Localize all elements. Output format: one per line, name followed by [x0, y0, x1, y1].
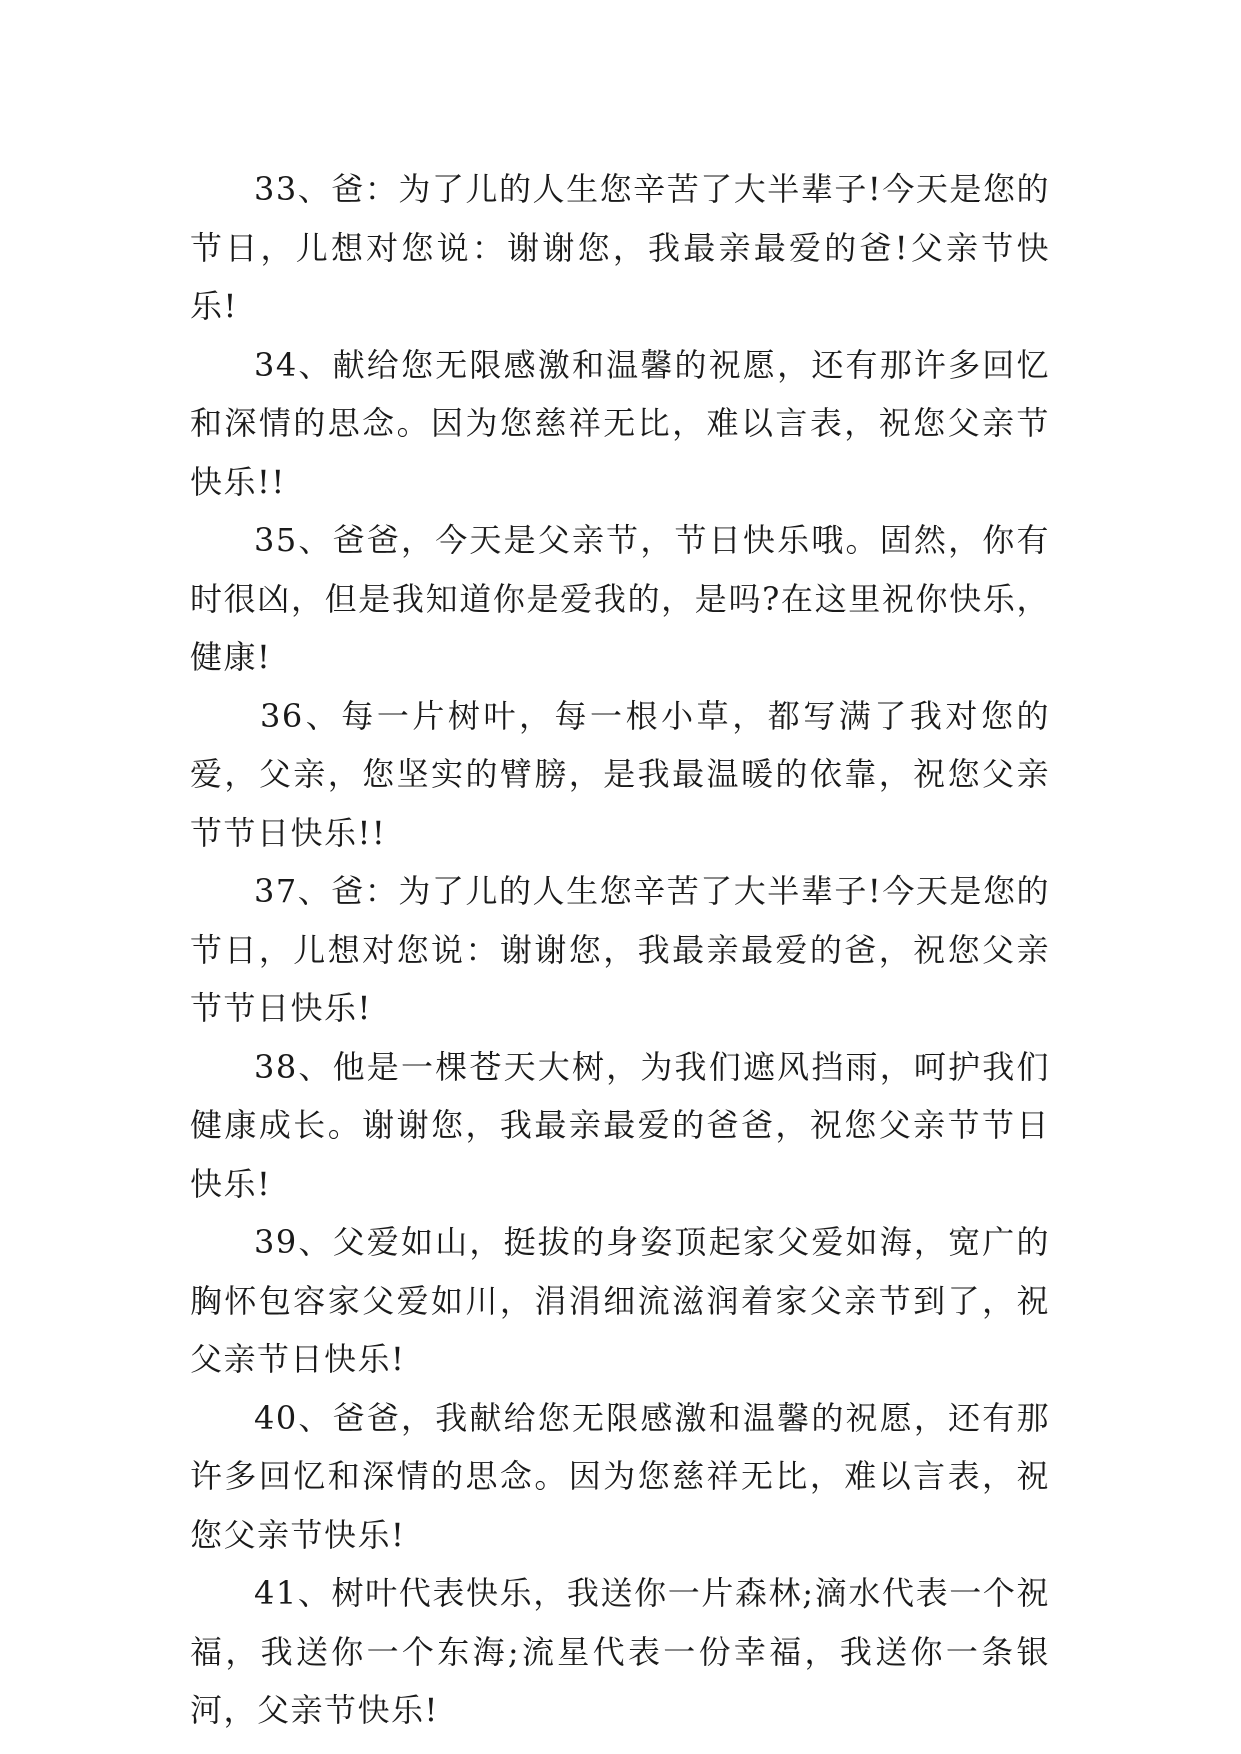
- paragraph-33: 33、爸：为了儿的人生您辛苦了大半辈子!今天是您的节日，儿想对您说：谢谢您，我最亲最爱的爸!父亲节快乐!: [190, 170, 1050, 325]
- document-body: [190, 160, 1050, 1740]
- paragraph-39: 39、父爱如山，挺拔的身姿顶起家父爱如海，宽广的胸怀包容家父爱如川，涓涓细流滋润着家父亲节到了，祝父亲节日快乐!: [190, 1223, 1050, 1378]
- paragraph-35: 35、爸爸，今天是父亲节，节日快乐哦。固然，你有时很凶，但是我知道你是爱我的，是吗?在这里祝你快乐，健康!: [190, 521, 1050, 676]
- paragraph-34: 34、献给您无限感激和温馨的祝愿，还有那许多回忆和深情的思念。因为您慈祥无比，难以言表，祝您父亲节快乐!!: [190, 345, 1050, 501]
- paragraph-37: 37、爸：为了儿的人生您辛苦了大半辈子!今天是您的节日，儿想对您说：谢谢您，我最亲最爱的爸，祝您父亲节节日快乐!: [190, 872, 1050, 1027]
- paragraph-40: 40、爸爸，我献给您无限感激和温馨的祝愿，还有那许多回忆和深情的思念。因为您慈祥无比，难以言表，祝您父亲节快乐!: [190, 1398, 1050, 1554]
- paragraph-36: 36、每一片树叶，每一根小草，都写满了我对您的爱，父亲，您坚实的臂膀，是我最温暖的依靠，祝您父亲节节日快乐!!: [190, 696, 1050, 852]
- paragraph-38: 38、他是一棵苍天大树，为我们遮风挡雨，呵护我们健康成长。谢谢您，我最亲最爱的爸爸，祝您父亲节节日快乐!: [190, 1047, 1050, 1203]
- paragraph-41: 41、树叶代表快乐，我送你一片森林;滴水代表一个祝福，我送你一个东海;流星代表一份幸福，我送你一条银河，父亲节快乐!: [190, 1574, 1050, 1729]
